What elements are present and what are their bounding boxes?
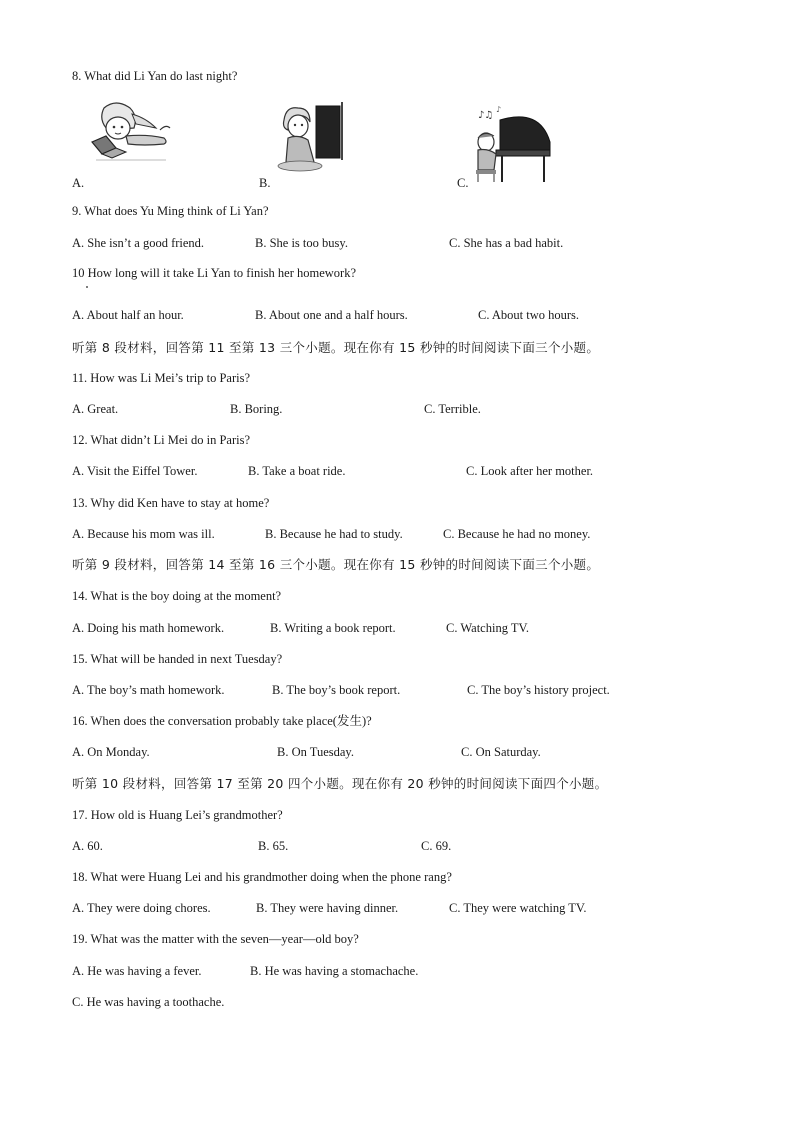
option-10c: C. About two hours. — [478, 308, 580, 322]
girl-playing-piano-icon — [470, 102, 552, 184]
option-16b: B. On Tuesday. — [277, 745, 354, 759]
stray-dot — [86, 286, 88, 288]
question-9: 9. What does Yu Ming think of Li Yan? — [72, 204, 269, 218]
option-15c: C. The boy’s history project. — [467, 683, 610, 697]
question-18: 18. What were Huang Lei and his grandmother doing when the phone rang? — [72, 870, 452, 884]
svg-text:♪♫: ♪♫ — [478, 110, 494, 121]
option-12a: A. Visit the Eiffel Tower. — [72, 464, 198, 478]
option-19a: A. He was having a fever. — [72, 964, 202, 978]
option-19b: B. He was having a stomachache. — [250, 964, 419, 978]
question-15: 15. What will be handed in next Tuesday? — [72, 652, 283, 666]
option-14b: B. Writing a book report. — [270, 621, 396, 635]
option-19c: C. He was having a toothache. — [72, 995, 225, 1009]
girl-on-laptop-icon — [86, 100, 172, 164]
option-9c: C. She has a bad habit. — [449, 236, 564, 250]
option-18c: C. They were watching TV. — [449, 901, 587, 915]
question-19: 19. What was the matter with the seven—year—old boy? — [72, 932, 359, 946]
option-17a: A. 60. — [72, 839, 103, 853]
question-14: 14. What is the boy doing at the moment? — [72, 589, 282, 603]
option-10a: A. About half an hour. — [72, 308, 184, 322]
option-14a: A. Doing his math homework. — [72, 621, 225, 635]
option-16c: C. On Saturday. — [461, 745, 541, 759]
question-16: 16. When does the conversation probably take place(发生)? — [72, 714, 372, 728]
option-8b: B. — [259, 176, 271, 190]
option-11b: B. Boring. — [230, 402, 283, 416]
option-8a: A. — [72, 176, 85, 190]
question-17: 17. How old is Huang Lei’s grandmother? — [72, 808, 283, 822]
question-11: 11. How was Li Mei’s trip to Paris? — [72, 371, 250, 385]
option-15b: B. The boy’s book report. — [272, 683, 401, 697]
option-16a: A. On Monday. — [72, 745, 150, 759]
section-10-instruction: 听第 10 段材料，回答第 17 至第 20 四个小题。现在你有 20 秒钟的时间阅读下面四个小题。 — [72, 776, 608, 791]
option-12b: B. Take a boat ride. — [248, 464, 346, 478]
option-11c: C. Terrible. — [424, 402, 481, 416]
option-9b: B. She is too busy. — [255, 236, 348, 250]
option-10b: B. About one and a half hours. — [255, 308, 408, 322]
section-8-instruction: 听第 8 段材料，回答第 11 至第 13 三个小题。现在你有 15 秒钟的时间阅读下面三个小题。 — [72, 340, 600, 355]
girl-watching-tv-icon — [276, 100, 346, 174]
option-15a: A. The boy’s math homework. — [72, 683, 225, 697]
question-8: 8. What did Li Yan do last night? — [72, 69, 238, 83]
section-9-instruction: 听第 9 段材料，回答第 14 至第 16 三个小题。现在你有 15 秒钟的时间阅读下面三个小题。 — [72, 557, 600, 572]
option-17b: B. 65. — [258, 839, 289, 853]
option-18b: B. They were having dinner. — [256, 901, 399, 915]
svg-text:♪: ♪ — [496, 105, 502, 114]
option-11a: A. Great. — [72, 402, 119, 416]
option-13a: A. Because his mom was ill. — [72, 527, 215, 541]
option-13b: B. Because he had to study. — [265, 527, 403, 541]
option-13c: C. Because he had no money. — [443, 527, 591, 541]
question-10: 10 How long will it take Li Yan to finish her homework? — [72, 266, 356, 280]
question-13: 13. Why did Ken have to stay at home? — [72, 496, 270, 510]
option-8c: C. — [457, 176, 469, 190]
option-12c: C. Look after her mother. — [466, 464, 594, 478]
option-14c: C. Watching TV. — [446, 621, 530, 635]
option-17c: C. 69. — [421, 839, 452, 853]
question-12: 12. What didn’t Li Mei do in Paris? — [72, 433, 250, 447]
option-18a: A. They were doing chores. — [72, 901, 211, 915]
option-9a: A. She isn’t a good friend. — [72, 236, 205, 250]
